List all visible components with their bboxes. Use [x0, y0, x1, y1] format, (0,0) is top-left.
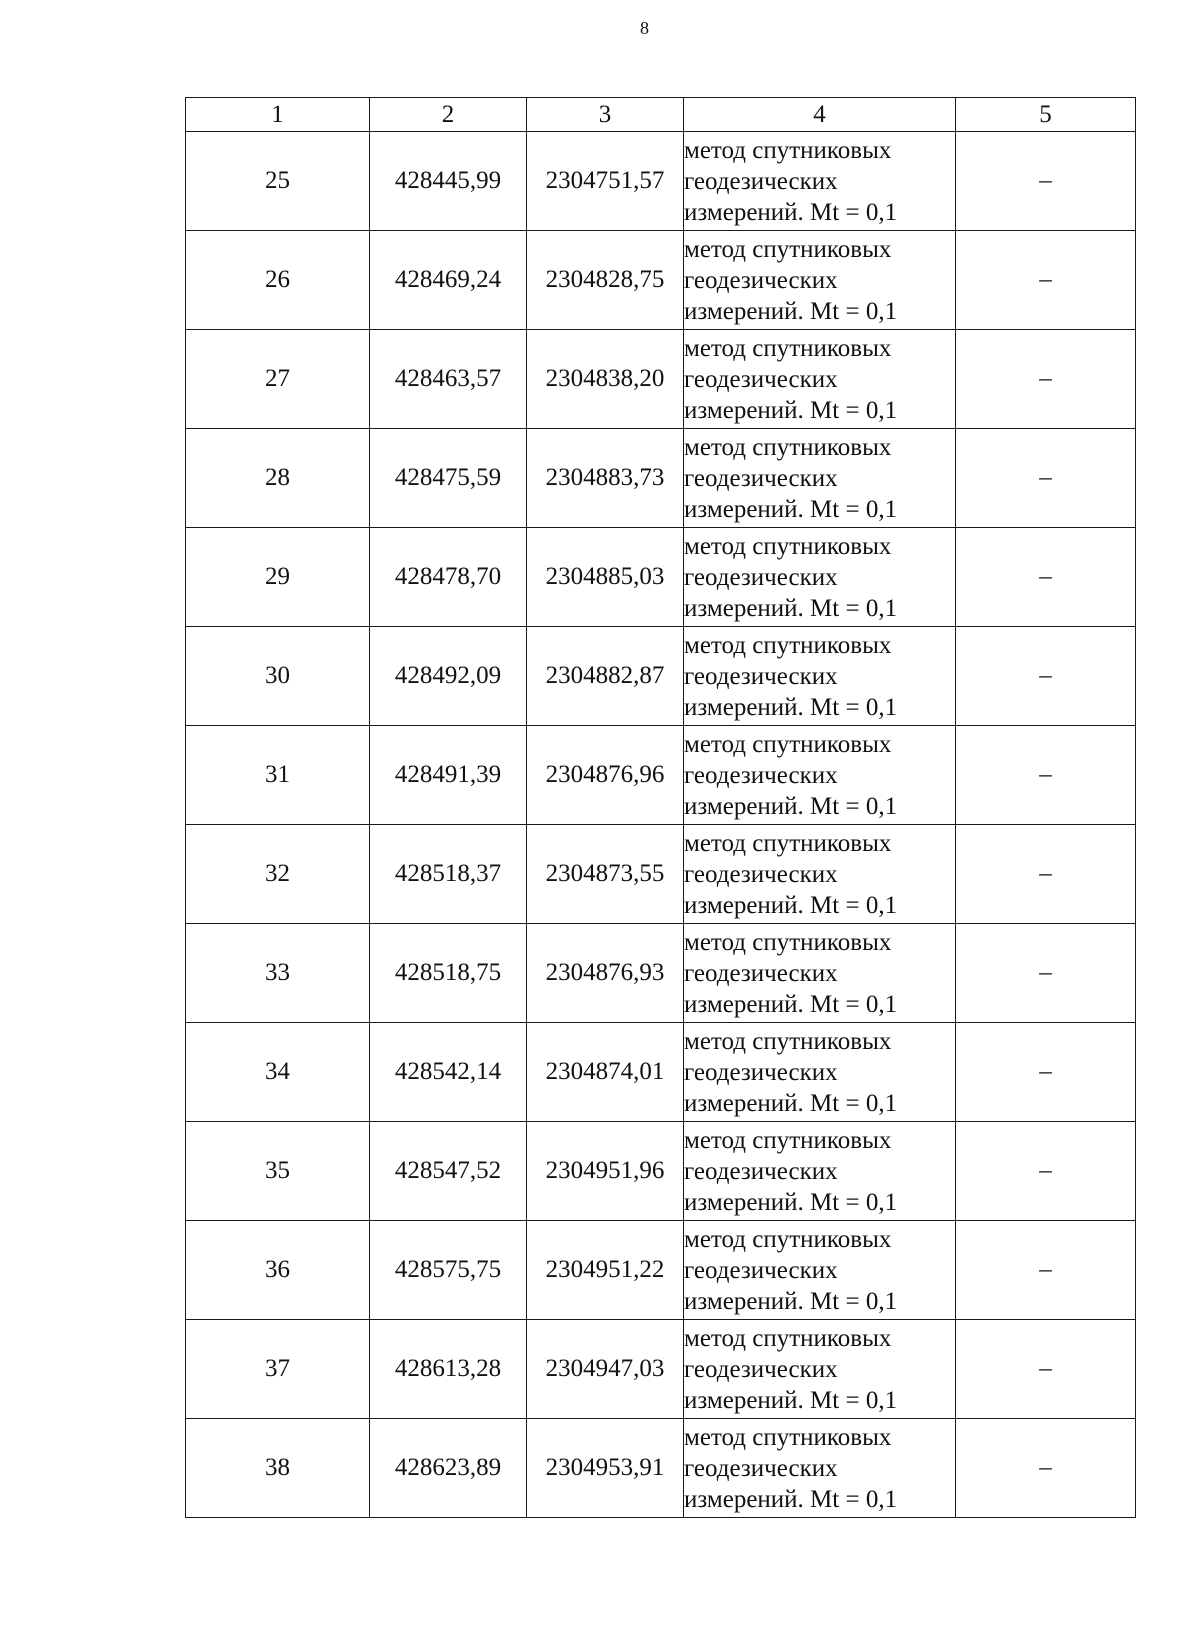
y-coordinate-cell: 2304951,96 [527, 1122, 684, 1221]
method-line: метод спутниковых [684, 631, 892, 659]
column-header-3: 3 [527, 98, 684, 132]
method-line: геодезических [684, 959, 838, 987]
method-line: измерений. Mt = 0,1 [684, 297, 898, 325]
method-line: измерений. Mt = 0,1 [684, 1287, 898, 1315]
method-line: метод спутниковых [684, 730, 892, 758]
x-coordinate-cell: 428469,24 [370, 231, 527, 330]
method-line: измерений. Mt = 0,1 [684, 594, 898, 622]
method-line: геодезических [684, 266, 838, 294]
method-line: метод спутниковых [684, 1027, 892, 1055]
y-coordinate-cell: 2304838,20 [527, 330, 684, 429]
method-line: геодезических [684, 365, 838, 393]
method-cell [684, 924, 956, 1023]
method-line: измерений. Mt = 0,1 [684, 693, 898, 721]
method-cell [684, 1023, 956, 1122]
method-line: измерений. Mt = 0,1 [684, 1089, 898, 1117]
table-row [186, 1023, 1136, 1122]
y-coordinate-cell: 2304947,03 [527, 1320, 684, 1419]
point-number-cell: 25 [186, 132, 370, 231]
note-cell: – [956, 1023, 1136, 1122]
point-number-cell: 27 [186, 330, 370, 429]
column-header-4: 4 [684, 98, 956, 132]
x-coordinate-cell: 428623,89 [370, 1419, 527, 1518]
table-row [186, 825, 1136, 924]
method-line: метод спутниковых [684, 1126, 892, 1154]
table-row [186, 1221, 1136, 1320]
point-number-cell: 34 [186, 1023, 370, 1122]
method-line: метод спутниковых [684, 532, 892, 560]
column-header-2: 2 [370, 98, 527, 132]
x-coordinate-cell: 428518,37 [370, 825, 527, 924]
point-number-cell: 26 [186, 231, 370, 330]
y-coordinate-cell: 2304873,55 [527, 825, 684, 924]
method-line: геодезических [684, 860, 838, 888]
note-cell: – [956, 528, 1136, 627]
point-number-cell: 33 [186, 924, 370, 1023]
x-coordinate-cell: 428463,57 [370, 330, 527, 429]
method-line: метод спутниковых [684, 1225, 892, 1253]
point-number-cell: 36 [186, 1221, 370, 1320]
x-coordinate-cell: 428491,39 [370, 726, 527, 825]
note-cell: – [956, 627, 1136, 726]
point-number-cell: 38 [186, 1419, 370, 1518]
column-header-5: 5 [956, 98, 1136, 132]
table-row [186, 330, 1136, 429]
x-coordinate-cell: 428475,59 [370, 429, 527, 528]
method-line: метод спутниковых [684, 829, 892, 857]
point-number-cell: 30 [186, 627, 370, 726]
point-number-cell: 31 [186, 726, 370, 825]
note-cell: – [956, 924, 1136, 1023]
y-coordinate-cell: 2304751,57 [527, 132, 684, 231]
method-line: измерений. Mt = 0,1 [684, 495, 898, 523]
y-coordinate-cell: 2304874,01 [527, 1023, 684, 1122]
method-cell [684, 825, 956, 924]
method-line: геодезических [684, 1058, 838, 1086]
table-row [186, 1122, 1136, 1221]
note-cell: – [956, 1221, 1136, 1320]
table-row [186, 726, 1136, 825]
y-coordinate-cell: 2304953,91 [527, 1419, 684, 1518]
method-line: геодезических [684, 1355, 838, 1383]
y-coordinate-cell: 2304882,87 [527, 627, 684, 726]
x-coordinate-cell: 428492,09 [370, 627, 527, 726]
method-cell [684, 330, 956, 429]
method-cell [684, 528, 956, 627]
note-cell: – [956, 1419, 1136, 1518]
method-line: метод спутниковых [684, 1423, 892, 1451]
note-cell: – [956, 1320, 1136, 1419]
method-cell [684, 627, 956, 726]
x-coordinate-cell: 428575,75 [370, 1221, 527, 1320]
x-coordinate-cell: 428518,75 [370, 924, 527, 1023]
method-line: метод спутниковых [684, 1324, 892, 1352]
method-line: измерений. Mt = 0,1 [684, 891, 898, 919]
x-coordinate-cell: 428613,28 [370, 1320, 527, 1419]
method-line: геодезических [684, 761, 838, 789]
method-line: геодезических [684, 1256, 838, 1284]
method-line: геодезических [684, 662, 838, 690]
y-coordinate-cell: 2304876,96 [527, 726, 684, 825]
note-cell: – [956, 825, 1136, 924]
table-row [186, 1320, 1136, 1419]
y-coordinate-cell: 2304885,03 [527, 528, 684, 627]
method-line: метод спутниковых [684, 334, 892, 362]
method-line: измерений. Mt = 0,1 [684, 198, 898, 226]
y-coordinate-cell: 2304828,75 [527, 231, 684, 330]
x-coordinate-cell: 428547,52 [370, 1122, 527, 1221]
note-cell: – [956, 132, 1136, 231]
table-row [186, 1419, 1136, 1518]
method-line: геодезических [684, 167, 838, 195]
coordinates-table [185, 97, 1136, 1518]
note-cell: – [956, 429, 1136, 528]
x-coordinate-cell: 428478,70 [370, 528, 527, 627]
column-header-1: 1 [186, 98, 370, 132]
note-cell: – [956, 231, 1136, 330]
method-cell [684, 726, 956, 825]
method-cell [684, 231, 956, 330]
method-line: геодезических [684, 563, 838, 591]
table-row [186, 924, 1136, 1023]
page-number: 8 [640, 18, 649, 38]
x-coordinate-cell: 428445,99 [370, 132, 527, 231]
method-line: измерений. Mt = 0,1 [684, 1188, 898, 1216]
y-coordinate-cell: 2304883,73 [527, 429, 684, 528]
note-cell: – [956, 1122, 1136, 1221]
y-coordinate-cell: 2304876,93 [527, 924, 684, 1023]
method-cell [684, 1419, 956, 1518]
method-line: метод спутниковых [684, 928, 892, 956]
point-number-cell: 28 [186, 429, 370, 528]
note-cell: – [956, 330, 1136, 429]
method-cell [684, 1221, 956, 1320]
y-coordinate-cell: 2304951,22 [527, 1221, 684, 1320]
table-row [186, 429, 1136, 528]
method-line: метод спутниковых [684, 235, 892, 263]
method-cell [684, 429, 956, 528]
method-line: метод спутниковых [684, 136, 892, 164]
method-line: измерений. Mt = 0,1 [684, 396, 898, 424]
table-row [186, 528, 1136, 627]
table-row [186, 132, 1136, 231]
method-line: метод спутниковых [684, 433, 892, 461]
method-line: измерений. Mt = 0,1 [684, 1485, 898, 1513]
method-line: геодезических [684, 1454, 838, 1482]
method-line: геодезических [684, 1157, 838, 1185]
note-cell: – [956, 726, 1136, 825]
x-coordinate-cell: 428542,14 [370, 1023, 527, 1122]
point-number-cell: 35 [186, 1122, 370, 1221]
method-cell [684, 132, 956, 231]
point-number-cell: 37 [186, 1320, 370, 1419]
table-row [186, 627, 1136, 726]
point-number-cell: 32 [186, 825, 370, 924]
method-line: измерений. Mt = 0,1 [684, 792, 898, 820]
table-body [186, 132, 1136, 1518]
header-row [186, 98, 1136, 132]
method-line: геодезических [684, 464, 838, 492]
method-cell [684, 1320, 956, 1419]
point-number-cell: 29 [186, 528, 370, 627]
method-cell [684, 1122, 956, 1221]
table-row [186, 231, 1136, 330]
method-line: измерений. Mt = 0,1 [684, 990, 898, 1018]
method-line: измерений. Mt = 0,1 [684, 1386, 898, 1414]
